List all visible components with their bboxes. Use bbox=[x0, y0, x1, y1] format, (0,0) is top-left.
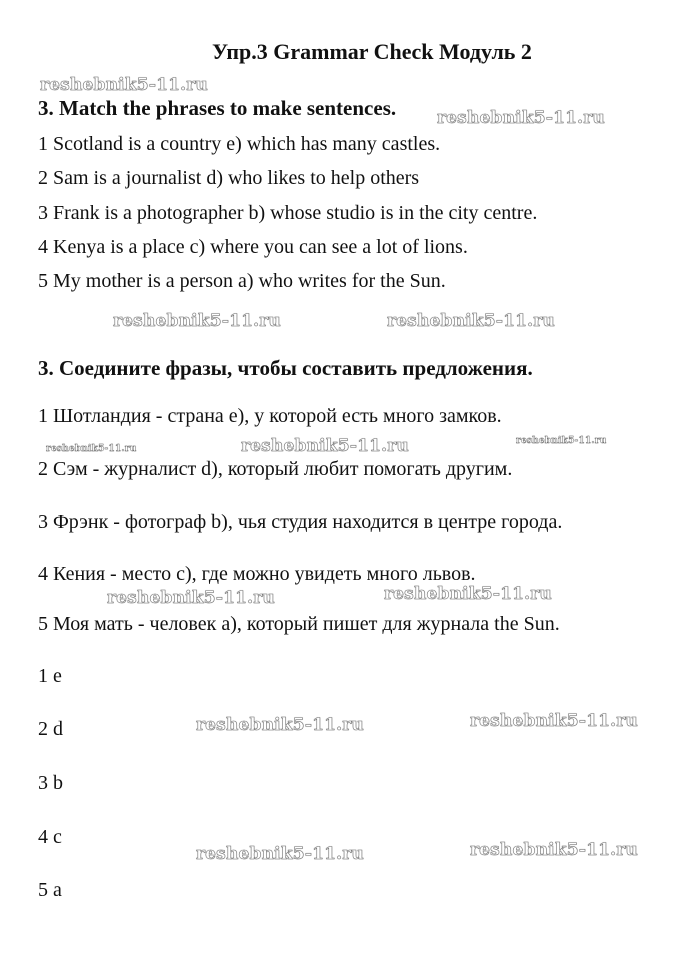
watermark: reshebnik5-11.ru bbox=[40, 75, 208, 95]
watermark: reshebnik5-11.ru bbox=[196, 715, 364, 735]
russian-line-5: 5 Моя мать - человек a), который пишет для журнала the Sun. bbox=[38, 613, 560, 635]
answer-4: 4 c bbox=[38, 826, 62, 848]
answer-2: 2 d bbox=[38, 718, 63, 740]
english-line-5: 5 My mother is a person a) who writes for the Sun. bbox=[38, 270, 446, 292]
watermark: reshebnik5-11.ru bbox=[113, 311, 281, 331]
russian-line-4: 4 Кения - место c), где можно увидеть много львов. bbox=[38, 563, 476, 585]
english-heading: 3. Match the phrases to make sentences. bbox=[38, 96, 397, 120]
watermark: reshebnik5-11.ru bbox=[107, 588, 275, 608]
watermark: reshebnik5-11.ru bbox=[196, 844, 364, 864]
page-title: Упр.3 Grammar Check Модуль 2 bbox=[212, 39, 532, 64]
russian-line-2: 2 Сэм - журналист d), который любит помогать другим. bbox=[38, 458, 513, 480]
watermark: reshebnik5-11.ru bbox=[241, 436, 409, 456]
answer-3: 3 b bbox=[38, 772, 63, 794]
russian-heading: 3. Соедините фразы, чтобы составить предложения. bbox=[38, 356, 533, 380]
watermark: reshebnik5-11.ru bbox=[384, 584, 552, 604]
watermark: reshebnik5-11.ru bbox=[516, 436, 607, 446]
english-line-4: 4 Kenya is a place c) where you can see a lot of lions. bbox=[38, 236, 468, 258]
answer-5: 5 a bbox=[38, 879, 62, 901]
russian-line-3: 3 Фрэнк - фотограф b), чья студия находится в центре города. bbox=[38, 511, 563, 533]
watermark: reshebnik5-11.ru bbox=[470, 711, 638, 731]
english-line-1: 1 Scotland is a country e) which has many castles. bbox=[38, 133, 441, 155]
watermark: reshebnik5-11.ru bbox=[437, 108, 605, 128]
english-line-2: 2 Sam is a journalist d) who likes to help others bbox=[38, 167, 420, 189]
russian-line-1: 1 Шотландия - страна е), у которой есть много замков. bbox=[38, 405, 502, 427]
watermark: reshebnik5-11.ru bbox=[387, 311, 555, 331]
english-line-3: 3 Frank is a photographer b) whose studio is in the city centre. bbox=[38, 202, 538, 224]
watermark: reshebnik5-11.ru bbox=[470, 840, 638, 860]
watermark: reshebnik5-11.ru bbox=[46, 444, 137, 454]
answer-1: 1 e bbox=[38, 665, 62, 687]
